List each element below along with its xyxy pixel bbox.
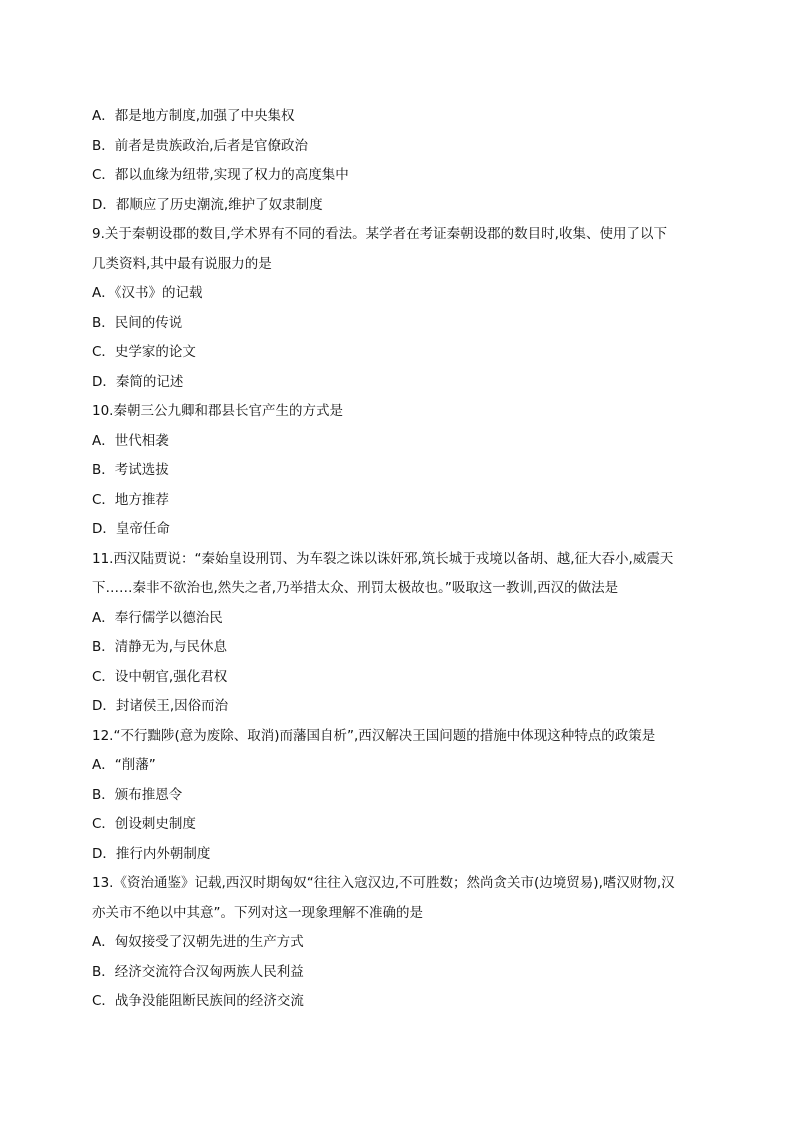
q9-option-a: A．《汉书》的记载 bbox=[92, 285, 203, 301]
q9-stem-line-2: 几类资料,其中最有说服力的是 bbox=[92, 255, 272, 272]
q12-option-d: D．推行内外朝制度 bbox=[92, 845, 211, 862]
q9-stem-line-1: 9.关于秦朝设郡的数目,学术界有不同的看法。某学者在考证秦朝设郡的数目时,收集、使用了以下 bbox=[92, 226, 667, 242]
q11-option-b: B．清静无为,与民休息 bbox=[92, 639, 228, 655]
question-13 bbox=[92, 869, 702, 1017]
q8-option-d: D．都顺应了历史潮流,维护了奴隶制度 bbox=[92, 196, 323, 213]
q13-option-c: C．战争没能阻断民族间的经济交流 bbox=[92, 993, 304, 1009]
q12-stem-line-1: 12.“不行黜陟(意为废除、取消)而藩国自析”,西汉解决王国问题的措施中体现这种特点的政策是 bbox=[92, 727, 656, 744]
q8-option-a: A．都是地方制度,加强了中央集权 bbox=[92, 108, 295, 124]
q13-stem-line-2: 亦关市不绝以中其意”。下列对这一现象理解不准确的是 bbox=[92, 904, 423, 921]
q12-option-a: A．“削藩” bbox=[92, 757, 156, 773]
q11-option-a: A．奉行儒学以德治民 bbox=[92, 609, 223, 626]
q13-option-a: A．匈奴接受了汉朝先进的生产方式 bbox=[92, 934, 304, 950]
question-8 bbox=[92, 102, 702, 220]
q12-option-b: B．颁布推恩令 bbox=[92, 786, 183, 803]
question-11 bbox=[92, 545, 702, 722]
question-9 bbox=[92, 220, 702, 397]
q11-stem-line-2: 下……秦非不欲治也,然失之者,乃举措太众、刑罚太极故也。”吸取这一教训,西汉的做法是 bbox=[92, 580, 619, 596]
q9-option-b: B．民间的传说 bbox=[92, 314, 183, 331]
q9-option-d: D．秦简的记述 bbox=[92, 373, 184, 390]
q10-option-a: A．世代相袭 bbox=[92, 432, 169, 449]
q10-option-c: C．地方推荐 bbox=[92, 491, 169, 508]
q9-option-c: C．史学家的论文 bbox=[92, 344, 196, 360]
q10-option-d: D．皇帝任命 bbox=[92, 521, 170, 537]
q8-option-c: C．都以血缘为纽带,实现了权力的高度集中 bbox=[92, 167, 349, 183]
q12-option-c: C．创设刺史制度 bbox=[92, 816, 196, 832]
q11-option-c: C．设中朝官,强化君权 bbox=[92, 668, 228, 685]
question-10 bbox=[92, 397, 702, 545]
question-12 bbox=[92, 722, 702, 870]
q8-option-b: B．前者是贵族政治,后者是官僚政治 bbox=[92, 137, 309, 154]
exam-page bbox=[92, 102, 702, 1017]
q11-option-d: D．封诸侯王,因俗而治 bbox=[92, 698, 229, 714]
q10-stem-line-1: 10.秦朝三公九卿和郡县长官产生的方式是 bbox=[92, 403, 343, 419]
q10-option-b: B．考试选拔 bbox=[92, 462, 169, 478]
q13-option-b: B．经济交流符合汉匈两族人民利益 bbox=[92, 963, 304, 980]
q11-stem-line-1: 11.西汉陆贾说：“秦始皇设刑罚、为车裂之诛以诛奸邪,筑长城于戎境以备胡、越,征大吞小,威震天 bbox=[92, 550, 674, 567]
q13-stem-line-1: 13.《资治通鉴》记载,西汉时期匈奴“往往入寇汉边,不可胜数；然尚贪关市(边境贸易),嗜汉财物,汉 bbox=[92, 875, 675, 891]
